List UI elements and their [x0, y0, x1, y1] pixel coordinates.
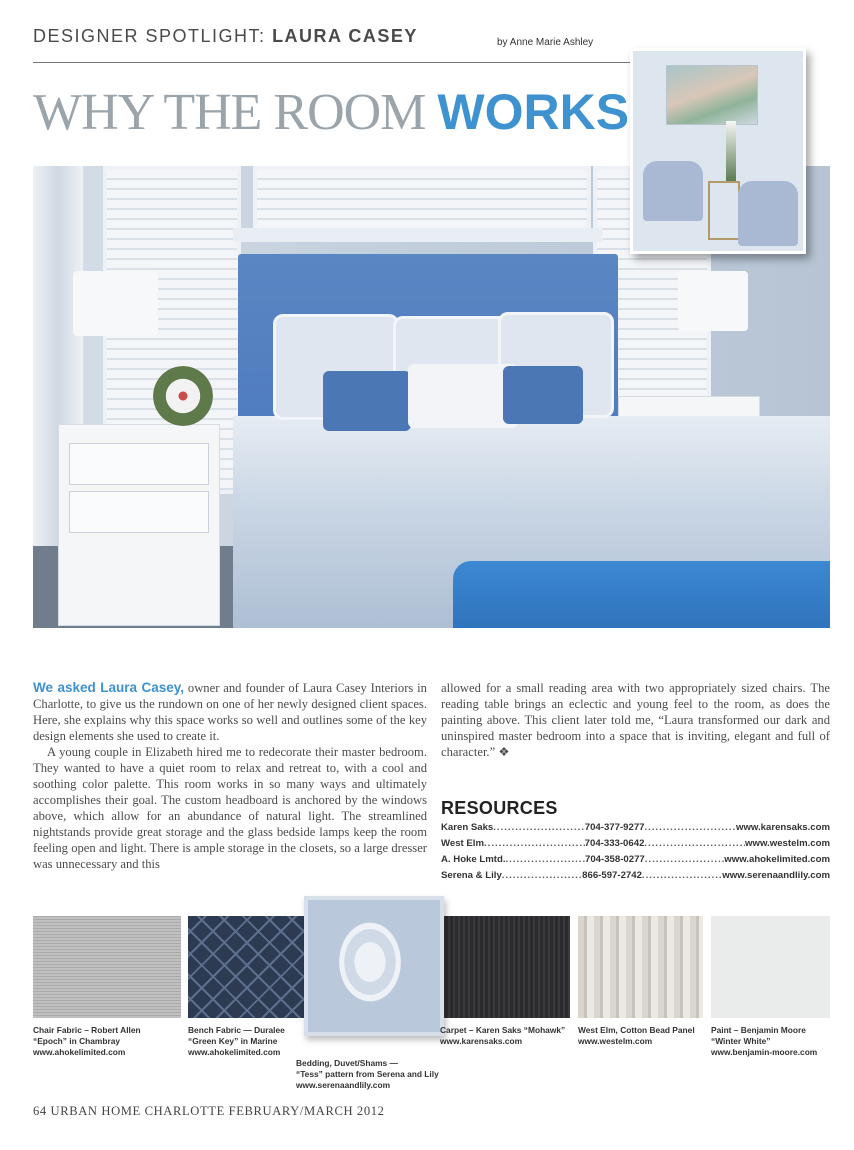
paint-swatch	[711, 916, 830, 1018]
header-rule	[33, 62, 633, 63]
article-column-1	[33, 680, 427, 872]
photo-bench	[453, 561, 830, 628]
panel-caption: West Elm, Cotton Bead Panel www.westelm.com	[578, 1025, 695, 1046]
resources-list	[441, 822, 830, 886]
chair-fabric-swatch	[33, 916, 181, 1018]
chair-fabric-caption: Chair Fabric – Robert Allen “Epoch” in Chambray www.ahokelimited.com	[33, 1025, 141, 1057]
bench-fabric-caption: Bench Fabric — Duralee “Green Key” in Marine www.ahokelimited.com	[188, 1025, 285, 1057]
bedding-pillow-image	[304, 896, 444, 1036]
resource-row	[441, 822, 830, 838]
article-paragraph: allowed for a small reading area with two appropriately sized chairs. The reading table brings an eclectic and young feel to the room, as does the painting above. This client later told me, “Laura transformed our dark and uninspired master bedroom into a space that is inviting, elegant and full of character.” ❖	[441, 681, 830, 759]
bedding-caption: Bedding, Duvet/Shams — “Tess” pattern from Serena and Lily www.serenaandlily.com	[296, 1058, 439, 1090]
resource-name: Karen Saks	[441, 822, 494, 833]
article-lead-in: We asked Laura Casey,	[33, 680, 185, 695]
photo-left-nightstand	[58, 424, 220, 626]
article-paragraph: A young couple in Elizabeth hired me to redecorate their master bedroom. They wanted to have a quiet room to relax and retreat to, with a cool and soothing color palette. This room works in so many ways and ultimately accomplishes their goal. The custom headboard is anchored by the windows above, which allow for an abundance of natural light. The streamlined nightstands provide great storage and the glass bedside lamps keep the room feeling open and light. There is ample storage in the closets, so a large dresser was unnecessary and this	[33, 745, 427, 871]
resource-phone: 704-333-0642	[584, 838, 645, 849]
byline: by Anne Marie Ashley	[497, 37, 594, 48]
photo-transom-window	[253, 166, 591, 234]
article-intro-text: owner and founder of Laura Casey Interiors in Charlotte, to give us the rundown on one of her newly designed client spaces. Here, she explains why this space works so well and outlines some of the key design elements she used to create it.	[33, 681, 427, 743]
kicker-designer-name: LAURA CASEY	[272, 26, 418, 46]
cotton-bead-panel-swatch	[578, 916, 703, 1018]
kicker-label: DESIGNER SPOTLIGHT:	[33, 26, 266, 46]
carpet-caption: Carpet – Karen Saks “Mohawk” www.karensaks.com	[440, 1025, 566, 1046]
paint-caption: Paint – Benjamin Moore “Winter White” www.benjamin-moore.com	[711, 1025, 818, 1057]
resources-title: RESOURCES	[441, 798, 558, 818]
photo-window-trim	[233, 228, 603, 242]
resource-url[interactable]: www.serenaandlily.com	[722, 870, 830, 881]
bench-fabric-swatch	[188, 916, 306, 1018]
inset-side-table	[708, 181, 740, 240]
photo-blue-cushion	[503, 366, 583, 424]
resource-row	[441, 838, 830, 854]
page-folio: 64 URBAN HOME CHARLOTTE FEBRUARY/MARCH 2012	[33, 1104, 385, 1118]
inset-painting	[666, 65, 758, 125]
resource-phone: 704-377-9277	[584, 822, 645, 833]
inset-orchid	[726, 121, 736, 181]
photo-drawer	[69, 443, 209, 485]
resource-url[interactable]: www.ahokelimited.com	[724, 854, 831, 865]
resource-name: West Elm	[441, 838, 485, 849]
headline-bold: WORKS	[437, 84, 630, 140]
resource-name: Serena & Lily	[441, 870, 502, 881]
resource-phone: 866-597-2742	[582, 870, 642, 881]
photo-blue-cushion	[323, 371, 411, 431]
damask-pattern	[334, 916, 406, 1008]
photo-left-lamp	[73, 271, 158, 336]
resource-url[interactable]: www.westelm.com	[745, 838, 830, 849]
resource-name: A. Hoke Lmtd.	[441, 854, 506, 865]
article-intro	[33, 680, 427, 744]
resource-row	[441, 854, 830, 870]
inset-chair	[738, 181, 798, 246]
headline-light: WHY THE ROOM	[33, 84, 426, 141]
article-column-2	[441, 680, 830, 760]
carpet-swatch	[440, 916, 570, 1018]
inset-chair	[643, 161, 703, 221]
reading-area-inset-photo	[630, 48, 806, 254]
headline	[33, 82, 629, 143]
photo-right-lamp	[678, 271, 748, 331]
resource-row	[441, 870, 830, 886]
photo-flowers	[153, 366, 213, 426]
photo-monogram-cushion	[408, 364, 518, 428]
resource-url[interactable]: www.karensaks.com	[735, 822, 831, 833]
resource-phone: 704-358-0277	[585, 854, 645, 865]
section-kicker	[33, 26, 418, 47]
photo-drawer	[69, 491, 209, 533]
